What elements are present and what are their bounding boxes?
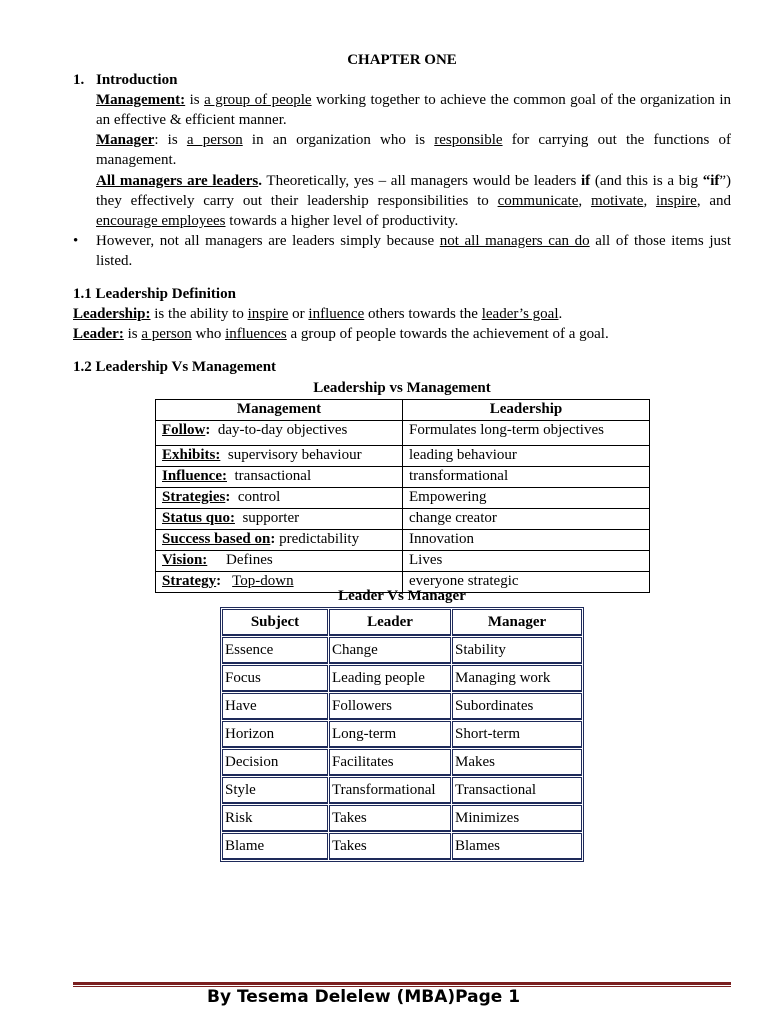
text-span: in an organization who is: [242, 132, 435, 148]
intro-number: 1.: [73, 72, 85, 88]
row-value: day-to-day objectives: [210, 422, 348, 438]
text-span: , and: [696, 193, 732, 209]
underlined-phrase: not all managers can do: [439, 233, 590, 249]
leadership-vs-management-table: [155, 399, 650, 593]
table-header-row: [222, 609, 582, 636]
underlined-phrase: encourage employees: [96, 213, 226, 229]
underlined-phrase: inspire: [655, 193, 697, 209]
text-span: .: [558, 306, 563, 322]
subject-cell: Risk: [222, 805, 328, 832]
text-span: is: [185, 92, 205, 108]
leadership-cell: leading behaviour: [403, 446, 650, 467]
term-leadership: Leadership:: [73, 306, 151, 322]
subject-cell: Have: [222, 693, 328, 720]
manager-cell: Transactional: [452, 777, 582, 804]
leadership-cell: everyone strategic: [403, 572, 650, 593]
leadership-cell: Lives: [403, 551, 650, 572]
text-span: (and this is a big: [590, 173, 703, 189]
row-separator: :: [225, 489, 231, 505]
row-separator: :: [270, 531, 276, 547]
footer-divider: [73, 982, 731, 985]
leadership-cell: change creator: [403, 509, 650, 530]
bullet-symbol: •: [73, 233, 79, 249]
subject-cell: Style: [222, 777, 328, 804]
table-row: [222, 805, 582, 832]
table-row: [222, 721, 582, 748]
row-value: control: [230, 489, 281, 505]
row-separator: :: [205, 422, 211, 438]
text-span: others towards the: [364, 306, 482, 322]
management-cell: [156, 530, 403, 551]
subject-cell: Focus: [222, 665, 328, 692]
leadership-cell: Innovation: [403, 530, 650, 551]
table-row: [156, 551, 650, 572]
manager-cell: Subordinates: [452, 693, 582, 720]
all-managers-leaders: [96, 171, 731, 231]
row-label: Strategies: [162, 489, 226, 505]
row-value: Defines: [207, 552, 273, 568]
row-label: Influence:: [162, 468, 227, 484]
bullet-item: [96, 231, 731, 271]
row-value: transactional: [227, 468, 312, 484]
text-span: .: [258, 173, 262, 189]
subject-cell: Essence: [222, 637, 328, 664]
text-span: However, not all managers are leaders simply because: [96, 233, 440, 249]
underlined-phrase: a person: [186, 132, 243, 148]
leader-definition: [73, 324, 731, 344]
manager-cell: Minimizes: [452, 805, 582, 832]
row-value: supervisory behaviour: [220, 447, 362, 463]
underlined-phrase: a group of people: [204, 92, 312, 108]
text-span: is the ability to: [150, 306, 248, 322]
section-1-1-heading: 1.1 Leadership Definition: [73, 286, 236, 302]
manager-definition: [96, 130, 731, 170]
table-row: [222, 665, 582, 692]
underlined-phrase: a person: [141, 326, 192, 342]
management-cell: [156, 509, 403, 530]
leader-cell: Followers: [329, 693, 451, 720]
header-leadership: Leadership: [403, 400, 650, 421]
management-cell: [156, 488, 403, 509]
underlined-phrase: motivate: [590, 193, 644, 209]
leadership-cell: transformational: [403, 467, 650, 488]
text-span: who: [191, 326, 226, 342]
term-leader: Leader:: [73, 326, 124, 342]
text-span: or: [288, 306, 309, 322]
section-1-2-heading: 1.2 Leadership Vs Management: [73, 359, 277, 375]
table-row: [156, 446, 650, 467]
row-label: Follow: [162, 422, 206, 438]
leadership-definition: [73, 304, 731, 324]
underlined-phrase: influence: [308, 306, 365, 322]
chapter-title: CHAPTER ONE: [347, 52, 457, 68]
text-span: ”) they effectively carry out their leadership responsibilities to: [96, 173, 732, 209]
subject-cell: Horizon: [222, 721, 328, 748]
leader-cell: Long-term: [329, 721, 451, 748]
table-row: [222, 637, 582, 664]
table-row: [222, 777, 582, 804]
text-span: a group of people towards the achievement of a goal.: [286, 326, 609, 342]
table1-caption: Leadership vs Management: [313, 380, 491, 396]
table-row: [222, 749, 582, 776]
text-span: ,: [643, 193, 656, 209]
leader-cell: Change: [329, 637, 451, 664]
intro-heading: Introduction: [96, 72, 178, 88]
row-label: Exhibits:: [162, 447, 221, 463]
manager-cell: Short-term: [452, 721, 582, 748]
text-span: if: [581, 173, 591, 189]
management-cell: [156, 467, 403, 488]
text-span: is: [123, 326, 142, 342]
leadership-cell: Formulates long-term objectives: [403, 421, 650, 446]
text-span: working together to achieve the common goal of the organization in an effective & efficient manner.: [96, 92, 731, 128]
term-management: Management:: [96, 92, 186, 108]
manager-cell: Managing work: [452, 665, 582, 692]
term-all-managers: All managers are leaders: [96, 173, 259, 189]
leader-cell: Takes: [329, 805, 451, 832]
table-header-row: [156, 400, 650, 421]
underlined-phrase: communicate: [497, 193, 579, 209]
header-leader: Leader: [329, 609, 451, 636]
leadership-cell: Empowering: [403, 488, 650, 509]
management-definition: [96, 90, 731, 130]
text-span: all of those items just listed.: [96, 233, 731, 269]
table-row: [156, 421, 650, 446]
manager-cell: Blames: [452, 833, 582, 860]
text-span: towards a higher level of productivity.: [225, 213, 459, 229]
text-span: “if: [702, 173, 720, 189]
table-row: [156, 509, 650, 530]
header-manager: Manager: [452, 609, 582, 636]
text-span: Theoretically, yes – all managers would be leaders: [261, 173, 582, 189]
row-separator: :: [216, 573, 222, 589]
row-label: Strategy: [162, 573, 217, 589]
page-footer: By Tesema Delelew (MBA)Page 1: [207, 987, 521, 1007]
subject-cell: Decision: [222, 749, 328, 776]
table-row: [156, 488, 650, 509]
term-manager: Manager: [96, 132, 155, 148]
table2-caption: Leader Vs Manager: [338, 588, 466, 604]
underlined-phrase: leader’s goal: [481, 306, 559, 322]
leader-cell: Facilitates: [329, 749, 451, 776]
table-row: [222, 833, 582, 860]
row-value: predictability: [275, 531, 360, 547]
leader-cell: Leading people: [329, 665, 451, 692]
header-management: Management: [156, 400, 403, 421]
manager-cell: Makes: [452, 749, 582, 776]
text-span: ,: [578, 193, 591, 209]
leader-cell: Transformational: [329, 777, 451, 804]
row-value: supporter: [234, 510, 300, 526]
management-cell: [156, 446, 403, 467]
management-cell: [156, 421, 403, 446]
leader-vs-manager-table: [220, 607, 584, 862]
table-row: [156, 530, 650, 551]
text-span: : is: [154, 132, 187, 148]
underlined-phrase: responsible: [434, 132, 503, 148]
underlined-phrase: influences: [225, 326, 287, 342]
row-label: Status quo:: [162, 510, 235, 526]
underlined-phrase: inspire: [247, 306, 289, 322]
subject-cell: Blame: [222, 833, 328, 860]
row-label: Success based on: [162, 531, 271, 547]
header-subject: Subject: [222, 609, 328, 636]
text-span: for carrying out the functions of management.: [96, 132, 731, 168]
leader-cell: Takes: [329, 833, 451, 860]
table-row: [222, 693, 582, 720]
management-cell: [156, 551, 403, 572]
underlined-phrase: Top-down: [232, 573, 294, 589]
manager-cell: Stability: [452, 637, 582, 664]
row-label: Vision:: [162, 552, 208, 568]
table-row: [156, 467, 650, 488]
